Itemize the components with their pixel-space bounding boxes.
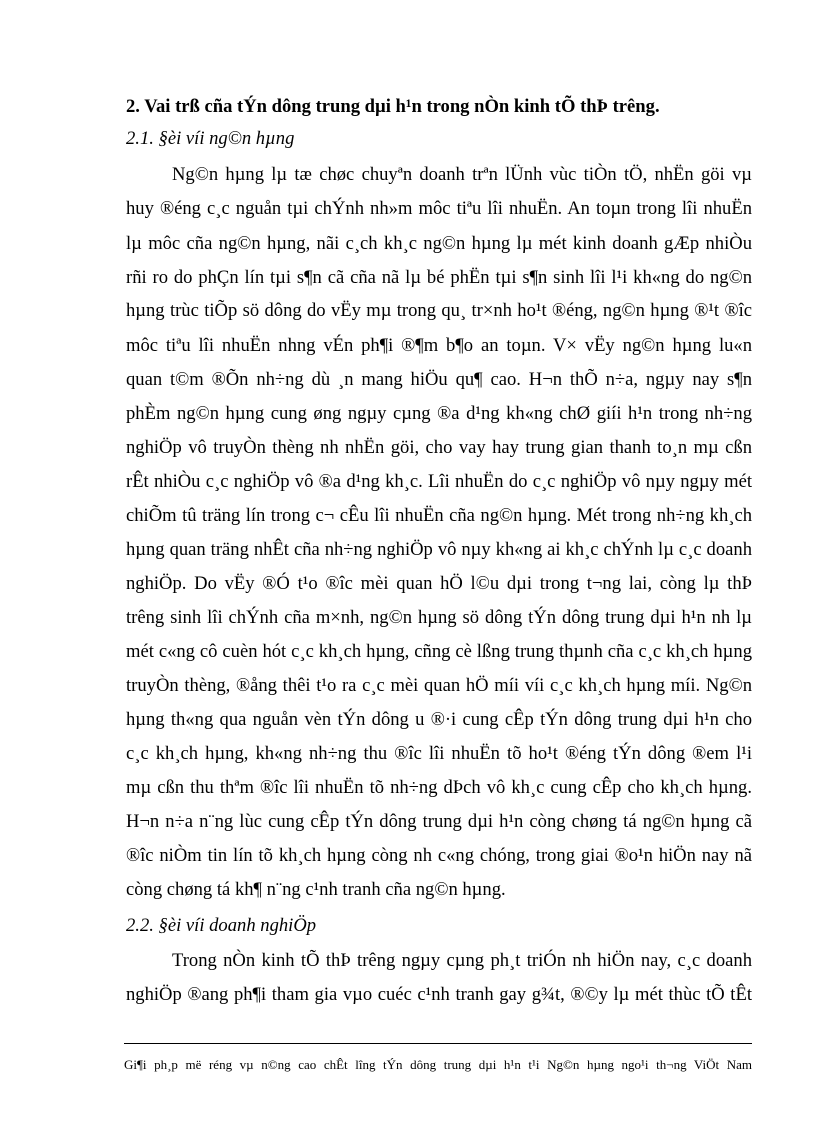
paragraph-line: ®îc niÒm tin lín tõ kh¸ch hµng còng nh c«ng chóng, trong giai ®o¹n hiÖn nay nã xyxy=(126,845,752,866)
paragraph-line: Trong nÒn kinh tÕ thÞ trêng ngµy cµng ph¸t triÓn nh hiÖn nay, c¸c doanh xyxy=(172,950,752,971)
paragraph-line: c¸c kh¸ch hµng, kh«ng nh÷ng thu ®îc lîi nhuËn tõ ho¹t ®éng tÝn dông ®em l¹i xyxy=(126,743,752,764)
paragraph-line: hµng th«ng qua nguån vèn tÝn dông u ®·i cung cÊp tÝn dông trung dµi h¹n cho xyxy=(126,709,752,730)
paragraph-line: mét c«ng cô cuèn hót c¸c kh¸ch hµng, cñng cè lßng trung thµnh cña c¸c kh¸ch hµng xyxy=(126,641,752,662)
paragraph-line: rñi ro do phÇn lín tµi s¶n cã cña nã lµ bé phËn tµi s¶n sinh lîi l¹i kh«ng do ng©n xyxy=(126,267,752,288)
page-footer: Gi¶i ph¸p më réng vµ n©ng cao chÊt lîng tÝn dông trung dµi h¹n t¹i Ng©n hµng ngo¹i th¬ng ViÖt Nam xyxy=(124,1057,752,1072)
paragraph-line: truyÒn thèng, ®ång thêi t¹o ra c¸c mèi quan hÖ míi víi c¸c kh¸ch hµng míi. Ng©n xyxy=(126,675,752,696)
paragraph-line: rÊt nhiÒu c¸c nghiÖp vô ®a d¹ng kh¸c. Lîi nhuËn do c¸c nghiÖp vô nµy ngµy mét xyxy=(126,471,752,492)
paragraph-line: nghiÖp ®ang ph¶i tham gia vµo cuéc c¹nh tranh gay g¾t, ®©y lµ mét thùc tÕ tÊt xyxy=(126,984,752,1005)
paragraph-line: nghiÖp vô truyÒn thèng nh nhËn göi, cho vay hay trung gian thanh to¸n mµ cßn xyxy=(126,437,752,458)
subsection-title-bank: 2.1. §èi víi ng©n hµng xyxy=(126,128,295,149)
paragraph-line: quan t©m ®Õn nh÷ng dù ¸n mang hiÖu qu¶ cao. H¬n thÕ n÷a, ngµy nay s¶n xyxy=(126,369,752,390)
paragraph-line: phÈm ng©n hµng cung øng ngµy cµng ®a d¹ng kh«ng chØ giíi h¹n trong nh÷ng xyxy=(126,403,752,424)
paragraph-line: H¬n n÷a n¨ng lùc cung cÊp tÝn dông trung dµi h¹n còng chøng tá ng©n hµng cã xyxy=(126,811,752,832)
paragraph-line: hµng trùc tiÕp sö dông do vËy mµ trong qu¸ tr×nh ho¹t ®éng, ng©n hµng ®¹t ®îc xyxy=(126,300,752,321)
subsection-title-enterprise: 2.2. §èi víi doanh nghiÖp xyxy=(126,915,317,936)
paragraph-line: nghiÖp. Do vËy ®Ó t¹o ®îc mèi quan hÖ l©u dµi trong t¬ng lai, còng lµ thÞ xyxy=(126,573,752,594)
paragraph-line: Ng©n hµng lµ tæ chøc chuyªn doanh trªn lÜnh vùc tiÒn tÖ, nhËn göi vµ xyxy=(172,164,752,185)
footer-divider xyxy=(124,1043,752,1044)
paragraph-line: mµ cßn thu thªm ®îc lîi nhuËn tõ nh÷ng dÞch vô kh¸c cung cÊp cho kh¸ch hµng. xyxy=(126,777,752,798)
paragraph-line: huy ®éng c¸c nguån tµi chÝnh nh»m môc tiªu lîi nhuËn. An toµn trong lîi nhuËn xyxy=(126,198,752,219)
paragraph-line: trêng sinh lîi chÝnh cña m×nh, ng©n hµng sö dông tÝn dông trung dµi h¹n nh lµ xyxy=(126,607,752,628)
paragraph-line: lµ môc cña ng©n hµng, nãi c¸ch kh¸c ng©n hµng lµ mét kinh doanh gÆp nhiÒu xyxy=(126,233,752,254)
paragraph-line: còng chøng tá kh¶ n¨ng c¹nh tranh cña ng©n hµng. xyxy=(126,879,506,900)
paragraph-line: chiÕm tû träng lín trong c¬ cÊu lîi nhuËn cña ng©n hµng. Mét trong nh÷ng kh¸ch xyxy=(126,505,752,526)
section-heading: 2. Vai trß cña tÝn dông trung dµi h¹n trong nÒn kinh tÕ thÞ trêng. xyxy=(126,96,660,117)
paragraph-line: hµng quan träng nhÊt cña nh÷ng nghiÖp vô nµy kh«ng ai kh¸c chÝnh lµ c¸c doanh xyxy=(126,539,752,560)
paragraph-line: môc tiªu lîi nhuËn nhng vÉn ph¶i ®¶m b¶o an toµn. V× vËy ng©n hµng lu«n xyxy=(126,335,752,356)
